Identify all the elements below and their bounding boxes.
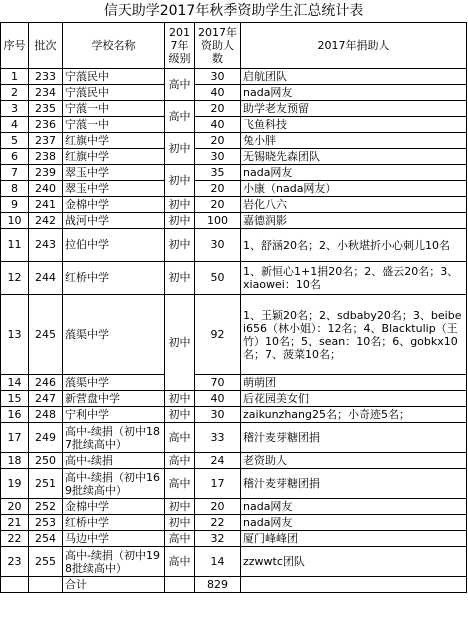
- cell-donor[interactable]: nada网友: [241, 165, 467, 181]
- cell-school[interactable]: 拉伯中学: [63, 229, 165, 262]
- cell-school[interactable]: 红旗中学: [63, 149, 165, 165]
- cell-donor[interactable]: 飞鱼科技: [241, 117, 467, 133]
- cell-count[interactable]: 30: [195, 407, 241, 423]
- cell-no[interactable]: 9: [1, 197, 29, 213]
- cell-batch[interactable]: 250: [29, 453, 63, 469]
- cell-batch[interactable]: 245: [29, 295, 63, 375]
- table-row: [1, 133, 467, 149]
- sheet-title[interactable]: 信天助学2017年秋季资助学生汇总统计表: [1, 0, 467, 23]
- table-row: [1, 149, 467, 165]
- header-count[interactable]: 2017年资助人数: [195, 23, 241, 69]
- cell-count[interactable]: 32: [195, 531, 241, 547]
- cell-no[interactable]: 17: [1, 423, 29, 453]
- cell-no[interactable]: 23: [1, 547, 29, 577]
- cell-batch[interactable]: 239: [29, 165, 63, 181]
- cell-count[interactable]: 100: [195, 213, 241, 229]
- cell-school[interactable]: 高中-续捐: [63, 453, 165, 469]
- cell-grade[interactable]: 初中: [165, 229, 195, 262]
- cell-count[interactable]: 20: [195, 197, 241, 213]
- cell-donor[interactable]: 启航团队: [241, 69, 467, 85]
- cell-batch[interactable]: 235: [29, 101, 63, 117]
- cell-school[interactable]: 红旗中学: [63, 133, 165, 149]
- table-row: [1, 515, 467, 531]
- cell-school[interactable]: 蒗渠中学: [63, 295, 165, 375]
- cell-donor[interactable]: 嘉德润影: [241, 213, 467, 229]
- header-batch[interactable]: 批次: [29, 23, 63, 69]
- table-row: [1, 453, 467, 469]
- cell-empty[interactable]: [29, 577, 63, 593]
- cell-batch[interactable]: 233: [29, 69, 63, 85]
- cell-school[interactable]: 新营盘中学: [63, 391, 165, 407]
- total-label[interactable]: 合计: [63, 577, 165, 593]
- cell-donor[interactable]: nada网友: [241, 499, 467, 515]
- cell-no[interactable]: 4: [1, 117, 29, 133]
- cell-count[interactable]: 40: [195, 391, 241, 407]
- cell-no[interactable]: 1: [1, 69, 29, 85]
- cell-grade[interactable]: 初中: [165, 262, 195, 295]
- cell-grade[interactable]: 初中: [165, 515, 195, 531]
- cell-batch[interactable]: 247: [29, 391, 63, 407]
- cell-count[interactable]: 24: [195, 453, 241, 469]
- cell-school[interactable]: 高中-续捐（初中187批续高中）: [63, 423, 165, 453]
- cell-no[interactable]: 19: [1, 469, 29, 499]
- cell-no[interactable]: 2: [1, 85, 29, 101]
- cell-school[interactable]: 红桥中学: [63, 515, 165, 531]
- cell-batch[interactable]: 251: [29, 469, 63, 499]
- cell-donor[interactable]: nada网友: [241, 85, 467, 101]
- cell-grade[interactable]: 高中: [165, 101, 195, 133]
- cell-count[interactable]: 30: [195, 149, 241, 165]
- cell-donor[interactable]: zaikunzhang25名；小奇迹5名；: [241, 407, 467, 423]
- table-row: [1, 165, 467, 181]
- cell-donor[interactable]: 后花园美女们: [241, 391, 467, 407]
- cell-batch[interactable]: 234: [29, 85, 63, 101]
- cell-batch[interactable]: 249: [29, 423, 63, 453]
- cell-count[interactable]: 40: [195, 85, 241, 101]
- cell-count[interactable]: 20: [195, 133, 241, 149]
- cell-no[interactable]: 6: [1, 149, 29, 165]
- cell-batch[interactable]: 246: [29, 375, 63, 391]
- table-row: [1, 69, 467, 85]
- cell-batch[interactable]: 242: [29, 213, 63, 229]
- table-row: [1, 375, 467, 391]
- cell-empty[interactable]: [241, 577, 467, 593]
- cell-count[interactable]: 35: [195, 165, 241, 181]
- cell-no[interactable]: 13: [1, 295, 29, 375]
- cell-count[interactable]: 92: [195, 295, 241, 375]
- cell-no[interactable]: 8: [1, 181, 29, 197]
- cell-no[interactable]: 3: [1, 101, 29, 117]
- cell-school[interactable]: 宁蒗民中: [63, 85, 165, 101]
- cell-count[interactable]: 33: [195, 423, 241, 453]
- cell-count[interactable]: 70: [195, 375, 241, 391]
- cell-grade[interactable]: 初中: [165, 133, 195, 165]
- cell-donor[interactable]: 助学老友预留: [241, 101, 467, 117]
- cell-donor[interactable]: 稽汁麦芽糖团捐: [241, 423, 467, 453]
- cell-no[interactable]: 12: [1, 262, 29, 295]
- cell-school[interactable]: 翠玉中学: [63, 181, 165, 197]
- cell-school[interactable]: 战河中学: [63, 213, 165, 229]
- table-row: [1, 181, 467, 197]
- cell-count[interactable]: 14: [195, 547, 241, 577]
- cell-donor[interactable]: 厦门峰峰团: [241, 531, 467, 547]
- cell-batch[interactable]: 252: [29, 499, 63, 515]
- cell-school[interactable]: 高中-续捐（初中169批续高中）: [63, 469, 165, 499]
- cell-batch[interactable]: 241: [29, 197, 63, 213]
- cell-no[interactable]: 15: [1, 391, 29, 407]
- cell-no[interactable]: 21: [1, 515, 29, 531]
- cell-no[interactable]: 14: [1, 375, 29, 391]
- cell-count[interactable]: 17: [195, 469, 241, 499]
- cell-grade[interactable]: 高中: [165, 453, 195, 469]
- cell-grade[interactable]: 初中: [165, 391, 195, 407]
- cell-grade[interactable]: 高中: [165, 423, 195, 453]
- table-row: [1, 469, 467, 499]
- total-row: [1, 577, 467, 593]
- table-row: [1, 547, 467, 577]
- cell-school[interactable]: 宁蒗一中: [63, 117, 165, 133]
- cell-count[interactable]: 20: [195, 101, 241, 117]
- table-row: [1, 407, 467, 423]
- cell-no[interactable]: 22: [1, 531, 29, 547]
- cell-batch[interactable]: 243: [29, 229, 63, 262]
- cell-donor[interactable]: 小康（nada网友）: [241, 181, 467, 197]
- cell-grade[interactable]: 高中: [165, 469, 195, 499]
- cell-grade[interactable]: 高中: [165, 547, 195, 577]
- cell-no[interactable]: 10: [1, 213, 29, 229]
- table-row: [1, 391, 467, 407]
- cell-grade[interactable]: 初中: [165, 197, 195, 213]
- cell-empty[interactable]: [165, 577, 195, 593]
- cell-no[interactable]: 5: [1, 133, 29, 149]
- cell-school[interactable]: 宁蒗一中: [63, 101, 165, 117]
- cell-donor[interactable]: 老资助人: [241, 453, 467, 469]
- cell-no[interactable]: 7: [1, 165, 29, 181]
- cell-batch[interactable]: 236: [29, 117, 63, 133]
- cell-batch[interactable]: 254: [29, 531, 63, 547]
- cell-school[interactable]: 蒗渠中学: [63, 375, 165, 391]
- cell-school[interactable]: 红桥中学: [63, 262, 165, 295]
- cell-donor[interactable]: 1、舒涵20名；2、小秋堪折小心刺儿10名: [241, 229, 467, 262]
- cell-school[interactable]: 宁蒗民中: [63, 69, 165, 85]
- cell-count[interactable]: 40: [195, 117, 241, 133]
- cell-no[interactable]: 16: [1, 407, 29, 423]
- table-row: [1, 229, 467, 262]
- cell-school[interactable]: 宁利中学: [63, 407, 165, 423]
- cell-batch[interactable]: 253: [29, 515, 63, 531]
- cell-count[interactable]: 20: [195, 181, 241, 197]
- cell-grade[interactable]: 初中: [165, 407, 195, 423]
- table-row: [1, 499, 467, 515]
- table-row: [1, 295, 467, 375]
- cell-donor[interactable]: 稽汁麦芽糖团捐: [241, 469, 467, 499]
- cell-school[interactable]: 金棉中学: [63, 197, 165, 213]
- table-row: [1, 423, 467, 453]
- cell-batch[interactable]: 248: [29, 407, 63, 423]
- header-school[interactable]: 学校名称: [63, 23, 165, 69]
- cell-count[interactable]: 20: [195, 499, 241, 515]
- table-row: [1, 101, 467, 117]
- table-row: [1, 117, 467, 133]
- cell-grade[interactable]: 初中: [165, 165, 195, 197]
- total-count[interactable]: 829: [195, 577, 241, 593]
- cell-donor[interactable]: 1、王颖20名；2、sdbaby20名；3、beibei656（林小姐）：12名；4、Blacktulip（王竹）10名；5、sean：10名；6、gobkx10名；7、菠菜10名；: [241, 295, 467, 375]
- cell-empty[interactable]: [1, 577, 29, 593]
- cell-donor[interactable]: 萌萌团: [241, 375, 467, 391]
- cell-no[interactable]: 20: [1, 499, 29, 515]
- cell-school[interactable]: 翠玉中学: [63, 165, 165, 181]
- cell-batch[interactable]: 255: [29, 547, 63, 577]
- cell-grade[interactable]: 初中: [165, 213, 195, 229]
- cell-donor[interactable]: 1、新恒心1+1捐20名；2、盛云20名；3、xiaowei：10名: [241, 262, 467, 295]
- cell-school[interactable]: 金棉中学: [63, 499, 165, 515]
- cell-grade[interactable]: 初中: [165, 499, 195, 515]
- table-row: [1, 85, 467, 101]
- cell-batch[interactable]: 238: [29, 149, 63, 165]
- table-row: [1, 262, 467, 295]
- cell-grade[interactable]: 高中: [165, 531, 195, 547]
- cell-count[interactable]: 22: [195, 515, 241, 531]
- cell-batch[interactable]: 237: [29, 133, 63, 149]
- header-no[interactable]: 序号: [1, 23, 29, 69]
- cell-donor[interactable]: 无锡晓先森团队: [241, 149, 467, 165]
- header-grade[interactable]: 2017年级别: [165, 23, 195, 69]
- table-row: [1, 213, 467, 229]
- header-donor[interactable]: 2017年捐助人: [241, 23, 467, 69]
- cell-donor[interactable]: 兔小胖: [241, 133, 467, 149]
- table-row: [1, 531, 467, 547]
- cell-school[interactable]: 高中-续捐（初中198批续高中）: [63, 547, 165, 577]
- cell-grade[interactable]: 初中: [165, 295, 195, 391]
- cell-school[interactable]: 马边中学: [63, 531, 165, 547]
- cell-count[interactable]: 30: [195, 69, 241, 85]
- cell-no[interactable]: 11: [1, 229, 29, 262]
- table-row: [1, 197, 467, 213]
- cell-count[interactable]: 30: [195, 229, 241, 262]
- cell-donor[interactable]: zzwwtc团队: [241, 547, 467, 577]
- cell-count[interactable]: 50: [195, 262, 241, 295]
- cell-batch[interactable]: 244: [29, 262, 63, 295]
- cell-grade[interactable]: 高中: [165, 69, 195, 101]
- cell-no[interactable]: 18: [1, 453, 29, 469]
- cell-batch[interactable]: 240: [29, 181, 63, 197]
- cell-donor[interactable]: nada网友: [241, 515, 467, 531]
- cell-donor[interactable]: 岩化八六: [241, 197, 467, 213]
